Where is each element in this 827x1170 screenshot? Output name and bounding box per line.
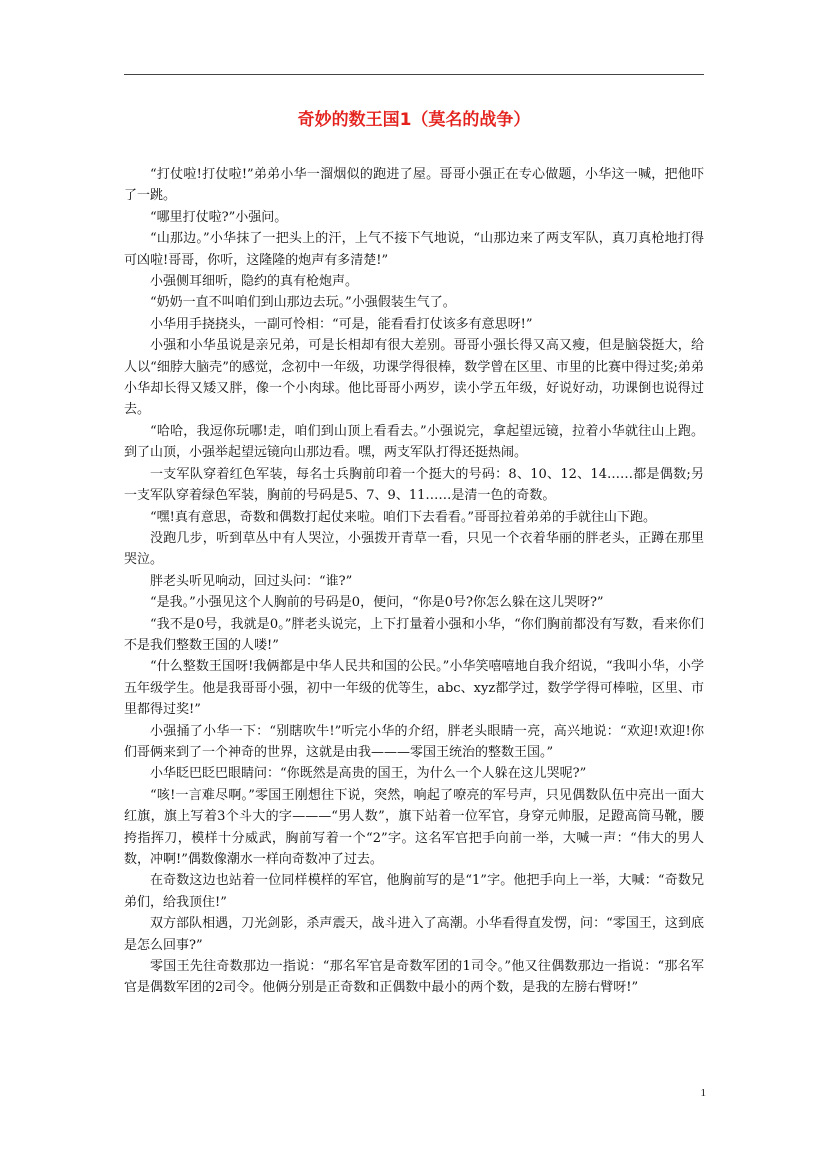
paragraph: 小强侧耳细听，隐约的真有枪炮声。 <box>150 274 359 290</box>
paragraph: “嘿!真有意思，奇数和偶数打起仗来啦。咱们下去看看。”哥哥拉着弟弟的手就往山下跑。 <box>150 509 657 525</box>
paragraph: “哪里打仗啦?”小强问。 <box>150 209 288 225</box>
paragraph: “打仗啦!打仗啦!”弟弟小华一溜烟似的跑进了屋。哥哥小强正在专心做题，小华这一喊，把他吓了一跳。 <box>124 167 704 204</box>
paragraph: 小强和小华虽说是亲兄弟，可是长相却有很大差别。哥哥小强长得又高又瘦，但是脑袋挺大，给人以“细脖大脑壳”的感觉，念初中一年级，功课学得很棒，数学曾在区里、市里的比赛中得过奖;弟弟小华却长得又矮又胖，像一个小肉球。他比哥哥小两岁，读小学五年级，好说好动，功课倒也说得过去。 <box>124 338 704 418</box>
paragraph: “山那边。”小华抹了一把头上的汗，上气不接下气地说，“山那边来了两支军队，真刀真枪地打得可凶啦!哥哥，你听，这隆隆的炮声有多清楚!” <box>124 231 704 268</box>
paragraph: “咳!一言难尽啊。”零国王刚想往下说，突然，响起了嘹亮的军号声，只见偶数队伍中亮出一面大红旗，旗上写着3个斗大的字———“男人数”，旗下站着一位军官，身穿元帅服，足蹬高筒马靴，腰挎指挥刀，模样十分威武，胸前写着一个“2”字。这名军官把手向前一举，大喊一声：“伟大的男人数，冲啊!”偶数像潮水一样向奇数冲了过去。 <box>124 787 704 867</box>
paragraph: 双方部队相遇，刀光剑影，杀声震天，战斗进入了高潮。小华看得直发愣，问：“零国王，这到底是怎么回事?” <box>124 916 704 953</box>
document-title: 奇妙的数王国1（莫名的战争） <box>297 110 531 130</box>
paragraph: 零国王先往奇数那边一指说：“那名军官是奇数军团的1司令。”他又往偶数那边一指说：“那名军官是偶数军团的2司令。他俩分别是正奇数和正偶数中最小的两个数，是我的左膀右臂呀!” <box>124 959 704 996</box>
paragraph: 一支军队穿着红色军装，每名士兵胸前印着一个挺大的号码：8、10、12、14……都是偶数;另一支军队穿着绿色军装，胸前的号码是5、7、9、11……是清一色的奇数。 <box>124 466 704 504</box>
paragraph: 在奇数这边也站着一位同样模样的军官，他胸前写的是“1”字。他把手向上一举，大喊：“奇数兄弟们，给我顶住!” <box>124 873 704 910</box>
paragraph: “奶奶一直不叫咱们到山那边去玩。”小强假装生气了。 <box>150 295 456 311</box>
paragraph: 没跑几步，听到草丛中有人哭泣，小强拨开青草一看，只见一个衣着华丽的胖老头，正蹲在那里哭泣。 <box>124 530 704 568</box>
header-rule <box>124 74 704 75</box>
paragraph: “是我。”小强见这个人胸前的号码是0，便问，“你是0号?你怎么躲在这儿哭呀?” <box>150 595 604 611</box>
paragraph: “我不是0号，我就是0。”胖老头说完，上下打量着小强和小华，“你们胸前都没有写数，看来你们不是我们整数王国的人喽!” <box>124 616 704 653</box>
paragraph: 小华用手挠挠头，一副可怜相：“可是，能看看打仗该多有意思呀!” <box>150 316 533 332</box>
paragraph: 胖老头听见响动，回过头问：“谁?” <box>150 573 353 589</box>
paragraph: 小强捅了小华一下：“别瞎吹牛!”听完小华的介绍，胖老头眼睛一亮，高兴地说：“欢迎!欢迎!你们哥俩来到了一个神奇的世界，这就是由我———零国王统治的整数王国。” <box>124 723 704 760</box>
paragraph: “哈哈，我逗你玩哪!走，咱们到山顶上看看去。”小强说完，拿起望远镜，拉着小华就往山上跑。到了山顶，小强举起望远镜向山那边看。嘿，两支军队打得还挺热闹。 <box>124 423 704 461</box>
page-number: 1 <box>700 1087 706 1099</box>
paragraph: “什么整数王国呀!我俩都是中华人民共和国的公民。”小华笑嘻嘻地自我介绍说，“我叫小华，小学五年级学生。他是我哥哥小强，初中一年级的优等生，abc、xyz都学过，数学学得可棒啦，区里、市里都得过奖!” <box>124 659 704 718</box>
paragraph: 小华眨巴眨巴眼睛问：“你既然是高贵的国王，为什么一个人躲在这儿哭呢?” <box>150 766 587 782</box>
document-body <box>124 164 704 999</box>
